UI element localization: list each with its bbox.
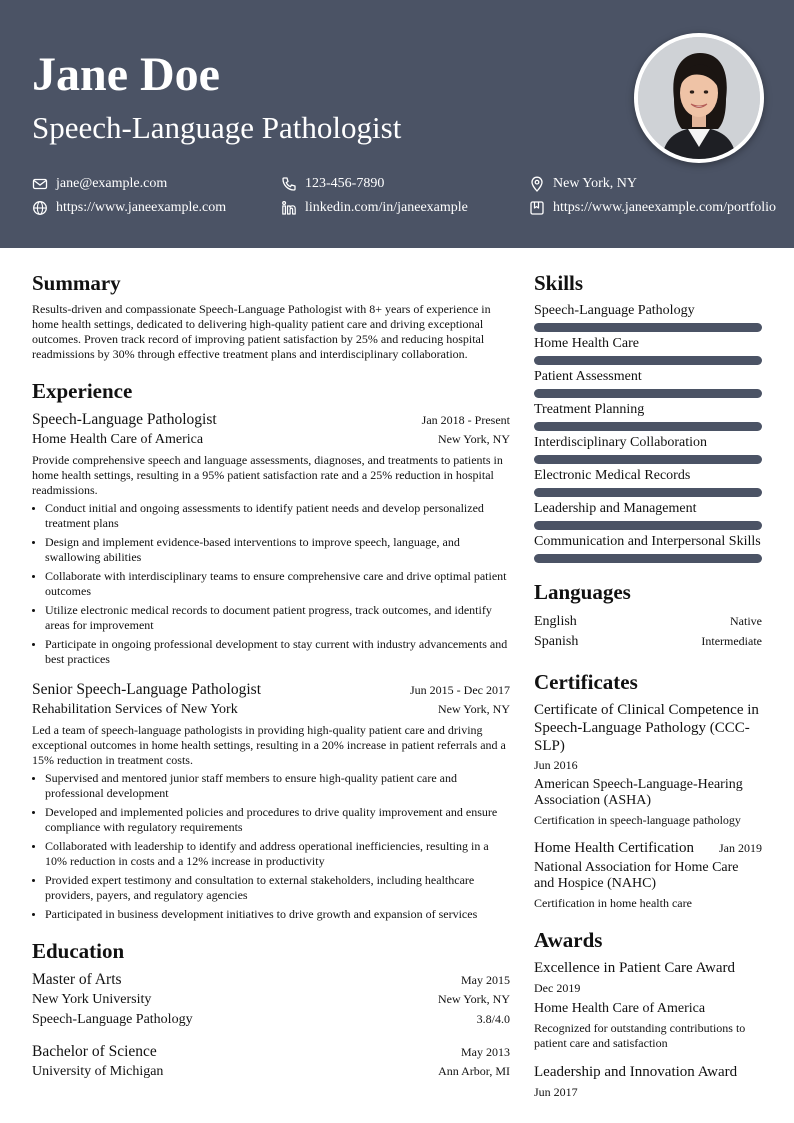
skills-section — [534, 268, 762, 563]
skills-list — [534, 302, 762, 563]
contact-linkedin-text: linkedin.com/in/janeexample — [305, 200, 468, 215]
job-bullet: • Provided expert testimony and consultation to external stakeholders, including healthcare providers, payers, and regulatory agencies — [45, 873, 510, 903]
skills-heading: Skills — [534, 271, 584, 295]
award-title: Excellence in Patient Care Award — [534, 960, 736, 976]
experience-section — [32, 376, 510, 922]
education-school: University of Michigan — [32, 1064, 164, 1079]
skill-item — [534, 467, 762, 497]
skill-level-track — [534, 521, 762, 530]
skill-level-bar — [534, 554, 762, 563]
candidate-title: Speech-Language Pathologist — [32, 110, 402, 145]
job-bullet: • Utilize electronic medical records to document patient progress, track outcomes, and identify areas for improvement — [45, 603, 510, 633]
contact-website[interactable] — [32, 199, 226, 217]
contact-portfolio-text: https://www.janeexample.com/portfolio — [553, 200, 777, 215]
summary-heading: Summary — [32, 271, 121, 295]
contact-location — [529, 175, 637, 193]
sidebar-column — [534, 268, 762, 1100]
skill-level-bar — [534, 455, 762, 464]
skill-name: Patient Assessment — [534, 369, 642, 384]
certificate-description: Certification in home health care — [534, 896, 692, 910]
job-bullets — [32, 771, 510, 922]
skill-item — [534, 368, 762, 398]
job-title: Senior Speech-Language Pathologist — [32, 681, 262, 698]
skill-level-bar — [534, 521, 762, 530]
language-level: Intermediate — [701, 634, 762, 648]
experience-heading: Experience — [32, 379, 133, 403]
award-title: Leadership and Innovation Award — [534, 1064, 738, 1080]
resume-header — [0, 0, 794, 248]
contact-phone[interactable] — [281, 175, 384, 193]
job-dates: Jan 2018 - Present — [421, 413, 510, 427]
job-company: Rehabilitation Services of New York — [32, 702, 238, 717]
contact-linkedin[interactable] — [281, 199, 468, 217]
skill-level-track — [534, 488, 762, 497]
job-bullet: • Design and implement evidence-based interventions to improve speech, language, and swallowing abilities — [45, 535, 510, 565]
skill-level-bar — [534, 323, 762, 332]
skill-name: Interdisciplinary Collaboration — [534, 435, 708, 450]
job-bullet: • Supervised and mentored junior staff members to ensure high-quality patient care and professional development — [45, 771, 510, 801]
job-dates: Jun 2015 - Dec 2017 — [410, 683, 510, 697]
language-level: Native — [730, 614, 762, 628]
skill-level-track — [534, 554, 762, 563]
skill-item — [534, 434, 762, 464]
education-field: Speech-Language Pathology — [32, 1012, 193, 1027]
skill-item — [534, 302, 762, 332]
skill-level-bar — [534, 488, 762, 497]
award-date: Jun 2017 — [534, 1085, 578, 1099]
certificate-entry — [534, 839, 762, 911]
award-date: Dec 2019 — [534, 981, 581, 995]
skill-item — [534, 500, 762, 530]
certificate-date: Jun 2016 — [534, 758, 578, 772]
job-bullets — [32, 501, 510, 667]
skill-level-bar — [534, 422, 762, 431]
certificate-entry — [534, 701, 762, 828]
job-description: Led a team of speech-language pathologists in providing high-quality patient care and driving exceptional outcomes in home health settings, resulting in a 20% increase in patient referrals and a 15% reduction in treatment costs. — [32, 723, 506, 767]
skill-name: Speech-Language Pathology — [534, 303, 695, 318]
skill-item — [534, 335, 762, 365]
job-entry — [32, 680, 510, 922]
skill-level-track — [534, 455, 762, 464]
mail-icon — [32, 176, 48, 192]
language-item — [534, 631, 762, 651]
job-location: New York, NY — [437, 432, 510, 446]
education-degree: Master of Arts — [32, 971, 122, 988]
contact-phone-text: 123-456-7890 — [305, 176, 385, 191]
skill-level-track — [534, 389, 762, 398]
awards-heading: Awards — [534, 928, 603, 952]
contact-email-text: jane@example.com — [56, 176, 168, 191]
education-school: New York University — [32, 992, 152, 1007]
location-pin-icon — [529, 176, 545, 192]
summary-section — [32, 268, 510, 362]
language-item — [534, 611, 762, 631]
skill-item — [534, 533, 762, 563]
education-location: Ann Arbor, MI — [438, 1064, 510, 1078]
contact-website-text: https://www.janeexample.com — [56, 200, 227, 215]
job-company: Home Health Care of America — [32, 432, 204, 447]
education-date: May 2013 — [461, 1045, 510, 1059]
contact-location-text: New York, NY — [553, 176, 638, 191]
candidate-name: Jane Doe — [32, 48, 220, 101]
award-entry — [534, 959, 762, 1051]
award-entry — [534, 1063, 762, 1100]
job-bullet: • Collaborate with interdisciplinary teams to ensure comprehensive care and drive optimal patient outcomes — [45, 569, 510, 599]
certificate-title: Home Health Certification — [534, 840, 694, 856]
skill-level-track — [534, 356, 762, 365]
education-heading: Education — [32, 939, 125, 963]
skill-level-bar — [534, 356, 762, 365]
job-description: Provide comprehensive speech and language assessments, diagnoses, and treatments to patients in home health settings, resulting in a 95% patient satisfaction rate and a 25% reduction in hospital readmissions. — [32, 453, 503, 497]
skill-name: Communication and Interpersonal Skills — [534, 534, 761, 549]
certificates-section — [534, 667, 762, 911]
globe-icon — [32, 200, 48, 216]
skill-item — [534, 401, 762, 431]
job-bullet: • Participate in ongoing professional development to stay current with industry advancements and best practices — [45, 637, 510, 667]
skill-name: Leadership and Management — [534, 501, 697, 516]
skill-level-track — [534, 422, 762, 431]
skill-level-track — [534, 323, 762, 332]
language-name: English — [534, 614, 577, 629]
job-title: Speech-Language Pathologist — [32, 411, 217, 428]
main-column — [32, 268, 510, 1082]
job-bullet: • Collaborated with leadership to identify and address operational inefficiencies, resulting in a 10% reduction in costs and a 12% increase in productivity — [45, 839, 510, 869]
education-entry — [32, 970, 510, 1030]
skill-name: Home Health Care — [534, 336, 639, 351]
contact-email[interactable] — [32, 175, 167, 193]
profile-photo — [634, 33, 764, 163]
skill-name: Treatment Planning — [534, 402, 645, 417]
education-degree: Bachelor of Science — [32, 1043, 157, 1060]
education-entry — [32, 1042, 510, 1082]
job-bullet: • Conduct initial and ongoing assessments to identify patient needs and develop personalized treatment plans — [45, 501, 510, 531]
education-location: New York, NY — [437, 992, 510, 1006]
language-name: Spanish — [534, 634, 579, 649]
certificate-title: Certificate of Clinical Competence in Speech-Language Pathology (CCC-SLP) — [534, 702, 759, 754]
contact-portfolio[interactable] — [529, 199, 776, 217]
awards-section — [534, 925, 762, 1100]
education-section — [32, 936, 510, 1082]
education-date: May 2015 — [461, 973, 510, 987]
job-entry — [32, 410, 510, 667]
languages-section — [534, 577, 762, 651]
profile-photo-image — [638, 37, 760, 159]
job-bullet: • Participated in business development initiatives to drive growth and expansion of services — [45, 907, 510, 922]
skill-level-bar — [534, 389, 762, 398]
linkedin-icon — [281, 200, 297, 216]
languages-heading: Languages — [534, 580, 631, 604]
summary-text: Results-driven and compassionate Speech-Language Pathologist with 8+ years of experience in home health settings, dedicated to delivering high-quality patient care and driving exceptional outcomes. Proven track record of improving patient satisfaction by 25% and reducing hospital readmissions by 30% through effective treatment plans and interdisciplinary collaboration. — [32, 302, 491, 361]
education-gpa: 3.8/4.0 — [476, 1012, 510, 1026]
job-bullet: • Developed and implemented policies and procedures to drive quality improvement and ensure compliance with regulatory requirements — [45, 805, 510, 835]
job-location: New York, NY — [437, 702, 510, 716]
phone-icon — [281, 176, 297, 192]
award-description: Recognized for outstanding contributions to patient care and satisfaction — [534, 1021, 746, 1050]
certificates-heading: Certificates — [534, 670, 638, 694]
certificate-description: Certification in speech-language pathology — [534, 813, 741, 827]
certificate-issuer: National Association for Home Care and Hospice (NAHC) — [534, 860, 739, 891]
skill-name: Electronic Medical Records — [534, 468, 691, 483]
portfolio-icon — [529, 200, 545, 216]
certificate-issuer: American Speech-Language-Hearing Association (ASHA) — [534, 777, 743, 808]
certificate-date: Jan 2019 — [719, 841, 762, 855]
award-issuer: Home Health Care of America — [534, 1001, 706, 1016]
